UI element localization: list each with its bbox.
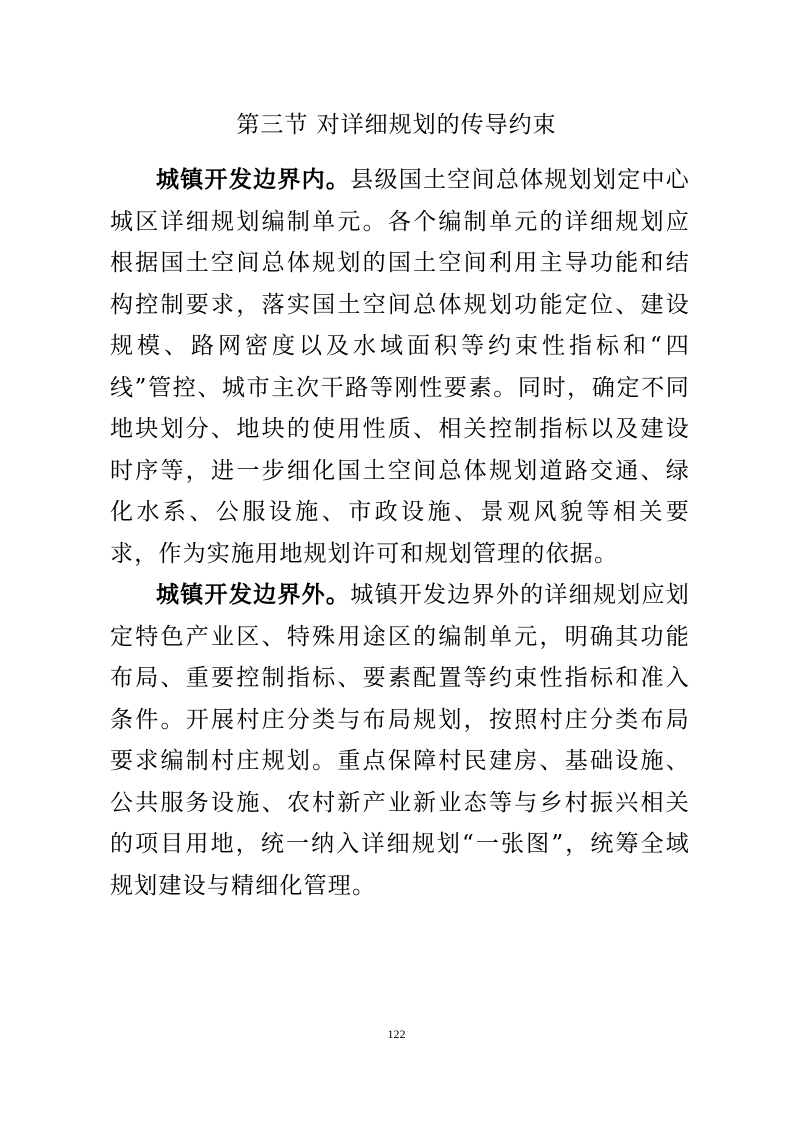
paragraph-body: 城镇开发边界外的详细规划应划定特色产业区、特殊用途区的编制单元，明确其功能布局、重要控制指标、要素配置等约束性指标和准入条件。开展村庄分类与布局规划，按照村庄分类布局要求编制村庄规划。重点保障村民建房、基础设施、公共服务设施、农村新产业新业态等与乡村振兴相关的项目用地，统一纳入详细规划“一张图”，统筹全域规划建设与精细化管理。 bbox=[110, 582, 690, 899]
body-text bbox=[110, 160, 690, 907]
section-title: 第三节 对详细规划的传导约束 bbox=[236, 112, 557, 138]
paragraph-lead-heading: 城镇开发边界内。 bbox=[156, 167, 351, 193]
page-number: 122 bbox=[387, 1027, 406, 1041]
paragraph-lead-heading: 城镇开发边界外。 bbox=[156, 582, 351, 608]
paragraph-body: 县级国土空间总体规划划定中心城区详细规划编制单元。各个编制单元的详细规划应根据国土空间总体规划的国土空间利用主导功能和结构控制要求，落实国土空间总体规划功能定位、建设规模、路网密度以及水域面积等约束性指标和“四线”管控、城市主次干路等刚性要素。同时，确定不同地块划分、地块的使用性质、相关控制指标以及建设时序等，进一步细化国土空间总体规划道路交通、绿化水系、公服设施、市政设施、景观风貌等相关要求，作为实施用地规划许可和规划管理的依据。 bbox=[110, 167, 690, 567]
paragraph-outside-boundary bbox=[110, 575, 690, 907]
paragraph-inside-boundary bbox=[110, 160, 690, 575]
